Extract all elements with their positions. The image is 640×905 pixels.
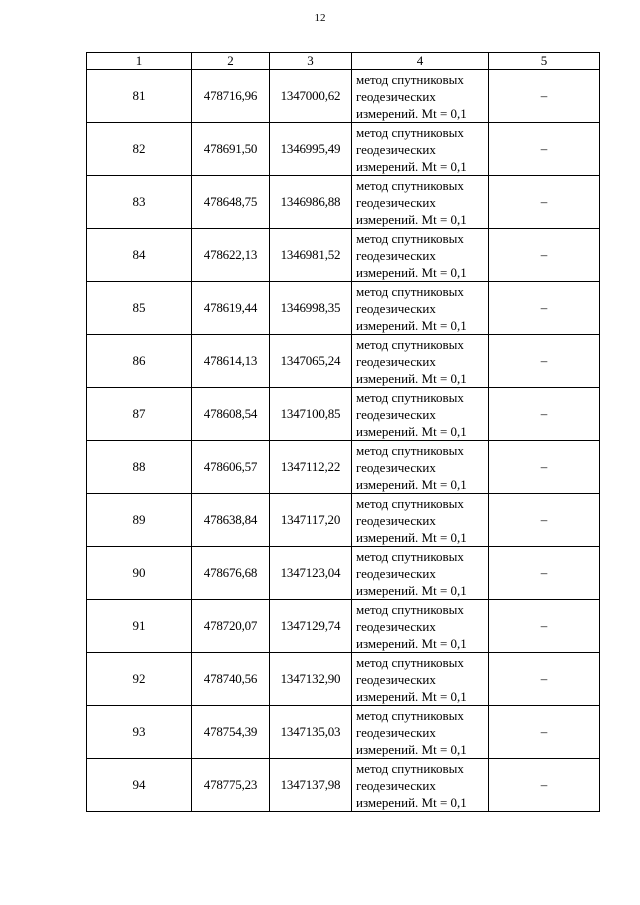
description-cell: – <box>489 176 600 229</box>
point-number-cell: 81 <box>87 70 192 123</box>
method-line: геодезических <box>356 671 436 687</box>
point-number-cell: 90 <box>87 547 192 600</box>
x-coordinate-cell: 478619,44 <box>192 282 270 335</box>
method-line: геодезических <box>356 512 436 528</box>
coordinates-table <box>86 52 600 812</box>
description-cell: – <box>489 335 600 388</box>
y-coordinate-cell: 1346998,35 <box>270 282 352 335</box>
method-line: метод спутниковых <box>356 230 464 246</box>
method-line: метод спутниковых <box>356 548 464 564</box>
x-coordinate-cell: 478622,13 <box>192 229 270 282</box>
point-number-cell: 86 <box>87 335 192 388</box>
method-line: метод спутниковых <box>356 760 464 776</box>
method-cell <box>352 176 489 229</box>
method-line: измерений. Mt = 0,1 <box>356 370 467 386</box>
method-cell <box>352 547 489 600</box>
description-cell: – <box>489 70 600 123</box>
point-number-cell: 93 <box>87 706 192 759</box>
method-line: измерений. Mt = 0,1 <box>356 476 467 492</box>
header-col-3: 3 <box>270 53 352 70</box>
method-line: геодезических <box>356 88 436 104</box>
y-coordinate-cell: 1347137,98 <box>270 759 352 812</box>
header-col-5: 5 <box>489 53 600 70</box>
method-line: геодезических <box>356 565 436 581</box>
method-line: измерений. Mt = 0,1 <box>356 741 467 757</box>
method-cell <box>352 494 489 547</box>
x-coordinate-cell: 478606,57 <box>192 441 270 494</box>
method-line: метод спутниковых <box>356 283 464 299</box>
y-coordinate-cell: 1347132,90 <box>270 653 352 706</box>
method-line: метод спутниковых <box>356 495 464 511</box>
description-cell: – <box>489 441 600 494</box>
method-line: метод спутниковых <box>356 442 464 458</box>
table-row <box>87 123 600 176</box>
method-line: метод спутниковых <box>356 707 464 723</box>
y-coordinate-cell: 1347135,03 <box>270 706 352 759</box>
method-line: измерений. Mt = 0,1 <box>356 794 467 810</box>
method-line: измерений. Mt = 0,1 <box>356 211 467 227</box>
page-number: 12 <box>314 12 326 24</box>
method-line: геодезических <box>356 406 436 422</box>
x-coordinate-cell: 478638,84 <box>192 494 270 547</box>
method-line: геодезических <box>356 618 436 634</box>
method-line: измерений. Mt = 0,1 <box>356 105 467 121</box>
table-row <box>87 547 600 600</box>
method-line: геодезических <box>356 353 436 369</box>
method-line: измерений. Mt = 0,1 <box>356 264 467 280</box>
y-coordinate-cell: 1347065,24 <box>270 335 352 388</box>
y-coordinate-cell: 1347123,04 <box>270 547 352 600</box>
y-coordinate-cell: 1347100,85 <box>270 388 352 441</box>
method-cell <box>352 335 489 388</box>
method-cell <box>352 70 489 123</box>
x-coordinate-cell: 478740,56 <box>192 653 270 706</box>
method-line: геодезических <box>356 459 436 475</box>
point-number-cell: 92 <box>87 653 192 706</box>
description-cell: – <box>489 282 600 335</box>
table-row <box>87 229 600 282</box>
method-line: измерений. Mt = 0,1 <box>356 688 467 704</box>
description-cell: – <box>489 547 600 600</box>
description-cell: – <box>489 759 600 812</box>
table-row <box>87 441 600 494</box>
table-row <box>87 388 600 441</box>
x-coordinate-cell: 478716,96 <box>192 70 270 123</box>
description-cell: – <box>489 600 600 653</box>
y-coordinate-cell: 1347117,20 <box>270 494 352 547</box>
method-cell <box>352 759 489 812</box>
method-cell <box>352 706 489 759</box>
method-cell <box>352 653 489 706</box>
point-number-cell: 82 <box>87 123 192 176</box>
point-number-cell: 84 <box>87 229 192 282</box>
method-line: геодезических <box>356 247 436 263</box>
point-number-cell: 83 <box>87 176 192 229</box>
method-line: метод спутниковых <box>356 124 464 140</box>
y-coordinate-cell: 1347112,22 <box>270 441 352 494</box>
table-row <box>87 706 600 759</box>
table-row <box>87 759 600 812</box>
y-coordinate-cell: 1347129,74 <box>270 600 352 653</box>
x-coordinate-cell: 478720,07 <box>192 600 270 653</box>
method-line: измерений. Mt = 0,1 <box>356 158 467 174</box>
method-line: геодезических <box>356 194 436 210</box>
description-cell: – <box>489 229 600 282</box>
x-coordinate-cell: 478691,50 <box>192 123 270 176</box>
method-line: метод спутниковых <box>356 336 464 352</box>
method-line: геодезических <box>356 777 436 793</box>
description-cell: – <box>489 123 600 176</box>
method-line: геодезических <box>356 141 436 157</box>
method-line: измерений. Mt = 0,1 <box>356 317 467 333</box>
method-cell <box>352 123 489 176</box>
method-line: измерений. Mt = 0,1 <box>356 582 467 598</box>
table-header-row <box>87 53 600 70</box>
x-coordinate-cell: 478775,23 <box>192 759 270 812</box>
method-cell <box>352 441 489 494</box>
y-coordinate-cell: 1347000,62 <box>270 70 352 123</box>
description-cell: – <box>489 494 600 547</box>
method-line: метод спутниковых <box>356 601 464 617</box>
method-line: метод спутниковых <box>356 177 464 193</box>
x-coordinate-cell: 478754,39 <box>192 706 270 759</box>
method-cell <box>352 282 489 335</box>
point-number-cell: 87 <box>87 388 192 441</box>
point-number-cell: 85 <box>87 282 192 335</box>
table-row <box>87 70 600 123</box>
description-cell: – <box>489 388 600 441</box>
table-row <box>87 335 600 388</box>
table-row <box>87 494 600 547</box>
header-col-1: 1 <box>87 53 192 70</box>
point-number-cell: 89 <box>87 494 192 547</box>
method-line: измерений. Mt = 0,1 <box>356 423 467 439</box>
method-cell <box>352 388 489 441</box>
y-coordinate-cell: 1346986,88 <box>270 176 352 229</box>
header-col-4: 4 <box>352 53 489 70</box>
method-cell <box>352 229 489 282</box>
method-line: метод спутниковых <box>356 389 464 405</box>
table-row <box>87 653 600 706</box>
x-coordinate-cell: 478614,13 <box>192 335 270 388</box>
method-line: измерений. Mt = 0,1 <box>356 529 467 545</box>
method-cell <box>352 600 489 653</box>
method-line: метод спутниковых <box>356 71 464 87</box>
table-body <box>87 70 600 812</box>
method-line: метод спутниковых <box>356 654 464 670</box>
point-number-cell: 88 <box>87 441 192 494</box>
x-coordinate-cell: 478648,75 <box>192 176 270 229</box>
y-coordinate-cell: 1346981,52 <box>270 229 352 282</box>
description-cell: – <box>489 706 600 759</box>
table-row <box>87 176 600 229</box>
point-number-cell: 91 <box>87 600 192 653</box>
description-cell: – <box>489 653 600 706</box>
method-line: геодезических <box>356 300 436 316</box>
x-coordinate-cell: 478608,54 <box>192 388 270 441</box>
y-coordinate-cell: 1346995,49 <box>270 123 352 176</box>
header-col-2: 2 <box>192 53 270 70</box>
method-line: геодезических <box>356 724 436 740</box>
x-coordinate-cell: 478676,68 <box>192 547 270 600</box>
point-number-cell: 94 <box>87 759 192 812</box>
table-row <box>87 600 600 653</box>
method-line: измерений. Mt = 0,1 <box>356 635 467 651</box>
table-row <box>87 282 600 335</box>
